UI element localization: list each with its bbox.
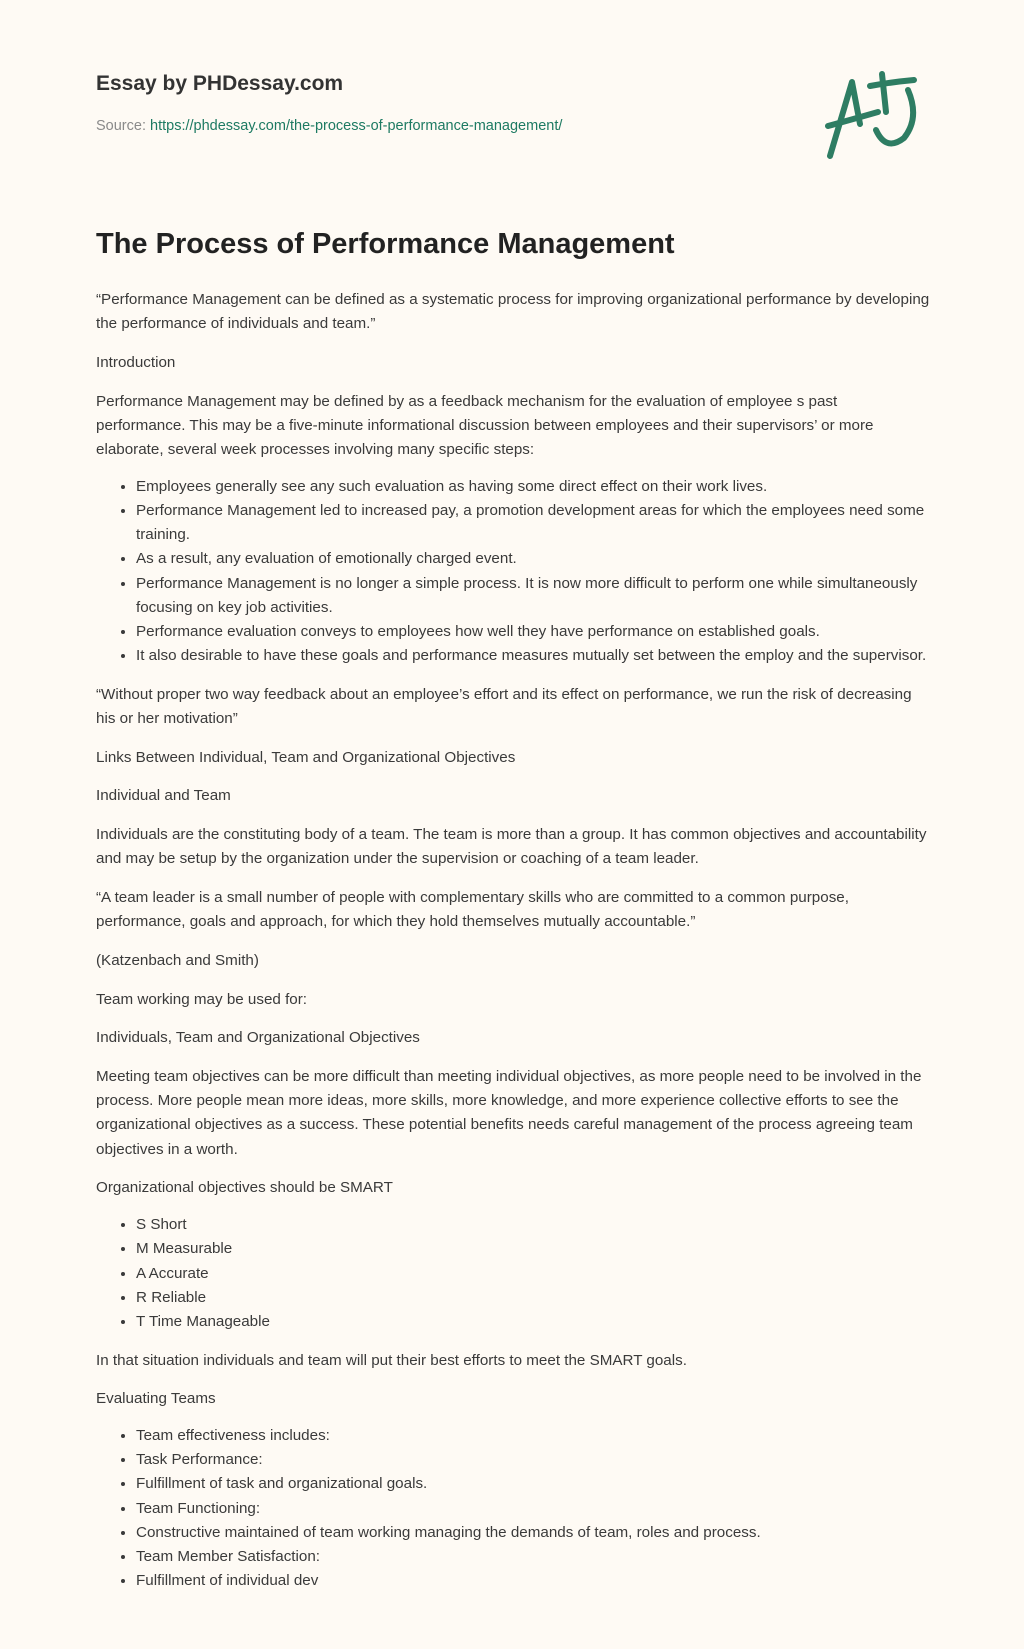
list-item: • A Accurate (136, 1262, 930, 1286)
list-item: • Team Member Satisfaction: (136, 1545, 930, 1569)
paragraph: “Performance Management can be defined as a systematic process for improving organizational performance by developing the performance of individuals and team.” (96, 291, 930, 333)
bullet-list (96, 475, 930, 669)
list-item: • Constructive maintained of team working managing the demands of team, roles and process. (136, 1521, 930, 1545)
essay-article (96, 222, 930, 1608)
bullet-list (96, 1424, 930, 1593)
list-item: • Team effectiveness includes: (136, 1424, 930, 1448)
bullet-list (96, 1213, 930, 1334)
list-item: • S Short (136, 1213, 930, 1237)
paragraph: Organizational objectives should be SMART (96, 1179, 393, 1197)
list-item: • Performance evaluation conveys to employees how well they have performance on established goals. (136, 620, 930, 644)
paragraph: Individuals, Team and Organizational Objectives (96, 1029, 420, 1047)
list-item: • Fulfillment of task and organizational goals. (136, 1472, 930, 1496)
paragraph: Links Between Individual, Team and Organizational Objectives (96, 748, 516, 766)
list-item: • Performance Management is no longer a simple process. It is now more difficult to perform one while simultaneously focusing on key job activities. (136, 572, 930, 620)
paragraph: Evaluating Teams (96, 1390, 216, 1408)
paragraph: “Without proper two way feedback about an employee’s effort and its effect on performance, we run the risk of decreasing his or her motivation” (96, 685, 912, 728)
essay-header (96, 72, 926, 134)
paragraph: Performance Management may be defined by as a feedback mechanism for the evaluation of employee s past performance. This may be a five-minute informational discussion between employees and their supervisors’ or more elaborate, several week processes involving many specific steps: (96, 392, 874, 459)
essay-body (96, 288, 930, 1593)
list-item: • As a result, any evaluation of emotionally charged event. (136, 547, 930, 571)
brand-title: Essay by PHDessay.com (96, 72, 344, 95)
source-line (96, 118, 926, 134)
paragraph: “A team leader is a small number of people with complementary skills who are committed to a common purpose, performance, goals and approach, for which they hold themselves mutually accountable.” (96, 889, 849, 931)
list-item: • T Time Manageable (136, 1310, 930, 1334)
paragraph: (Katzenbach and Smith) (96, 951, 259, 969)
paragraph: Meeting team objectives can be more difficult than meeting individual objectives, as more people need to be involved in the process. More people mean more ideas, more skills, more knowledge, and more experience collective efforts to see the organizational objectives as a success. These potential benefits needs careful management of the process agreeing team objectives in a worth. (96, 1068, 922, 1158)
list-item: • Team Functioning: (136, 1497, 930, 1521)
essay-title: The Process of Performance Management (96, 228, 675, 260)
list-item: • Fulfillment of individual dev (136, 1569, 930, 1593)
a-plus-logo-icon (822, 68, 932, 168)
list-item: • It also desirable to have these goals and performance measures mutually set between the employ and the supervisor. (136, 644, 930, 668)
source-link[interactable]: https://phdessay.com/the-process-of-performance-management/ (150, 118, 563, 134)
list-item: • R Reliable (136, 1286, 930, 1310)
list-item: • Performance Management led to increased pay, a promotion development areas for which the employees need some training. (136, 499, 930, 547)
paragraph: Individual and Team (96, 787, 231, 805)
list-item: • Task Performance: (136, 1448, 930, 1472)
paragraph: Introduction (96, 353, 176, 371)
paragraph: Individuals are the constituting body of a team. The team is more than a group. It has common objectives and accountability and may be setup by the organization under the supervision or coaching of a team leader. (96, 826, 927, 868)
paragraph: Team working may be used for: (96, 990, 308, 1008)
source-label: Source: (96, 118, 146, 134)
paragraph: In that situation individuals and team will put their best efforts to meet the SMART goals. (96, 1351, 687, 1369)
list-item: • Employees generally see any such evaluation as having some direct effect on their work lives. (136, 475, 930, 499)
list-item: • M Measurable (136, 1237, 930, 1261)
